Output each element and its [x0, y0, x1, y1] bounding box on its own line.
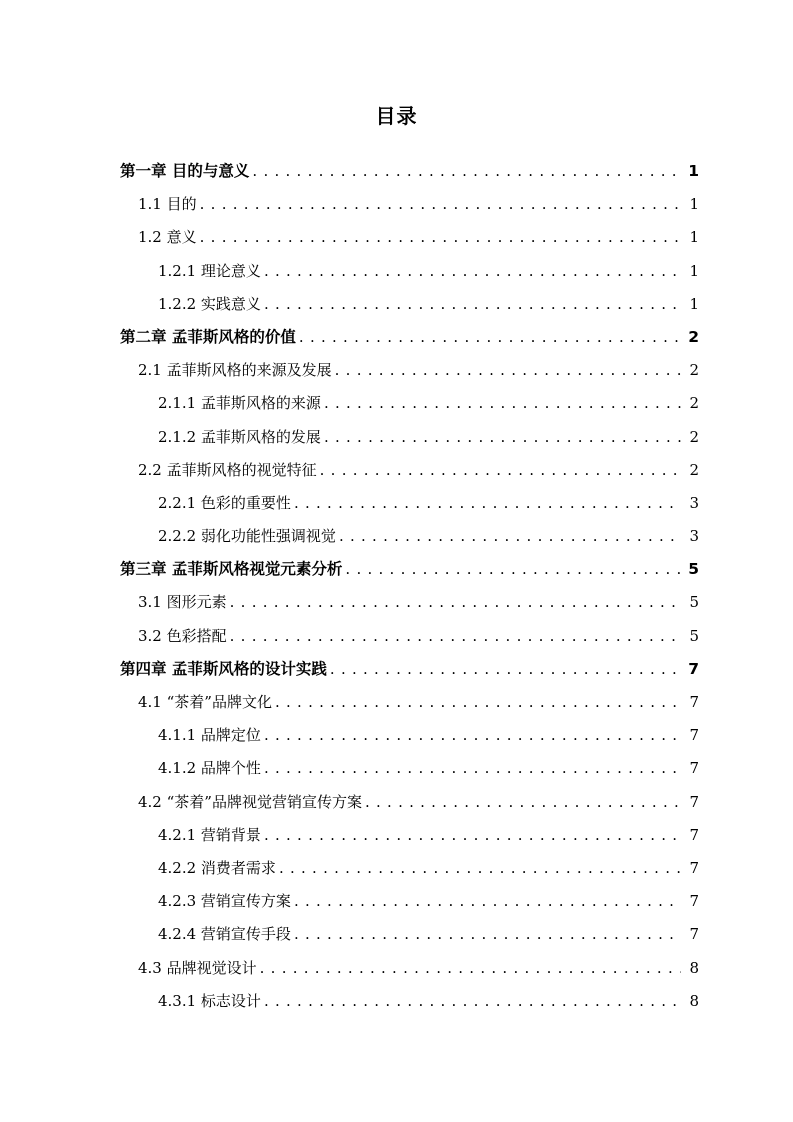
toc-dot-leader: [324, 425, 681, 450]
toc-entry-label: 1.2.1 理论意义: [158, 261, 261, 280]
toc-entry-label: 第四章 孟菲斯风格的设计实践: [120, 659, 327, 678]
toc-section-entry[interactable]: [0, 952, 793, 985]
toc-page-number: 1: [689, 261, 699, 280]
toc-page-number: 1: [688, 162, 699, 180]
toc-section-entry[interactable]: [0, 188, 793, 221]
toc-dot-leader: [330, 657, 681, 682]
toc-dot-leader: [339, 524, 681, 549]
toc-entry-label: 4.1.1 品牌定位: [158, 726, 261, 745]
toc-entry-label: 4.3 品牌视觉设计: [138, 958, 257, 977]
toc-entry-label: 2.2 孟菲斯风格的视觉特征: [138, 460, 317, 479]
toc-page-number: 1: [689, 228, 699, 247]
toc-entry-label: 2.2.2 弱化功能性强调视觉: [158, 527, 336, 546]
toc-title: 目录: [375, 104, 418, 128]
toc-page-number: 7: [689, 792, 699, 811]
toc-section-entry[interactable]: [0, 852, 793, 885]
toc-entry-label: 3.2 色彩搭配: [138, 626, 227, 645]
toc-page-number: 8: [689, 991, 699, 1010]
toc-dot-leader: [345, 557, 681, 582]
toc-dot-leader: [260, 956, 681, 981]
toc-entry-label: 2.1.2 孟菲斯风格的发展: [158, 427, 321, 446]
toc-entry-label: 2.1.1 孟菲斯风格的来源: [158, 394, 321, 413]
toc-entry-label: 第一章 目的与意义: [120, 162, 250, 180]
toc-dot-leader: [230, 624, 681, 649]
toc-entry-label: 4.1.2 品牌个性: [158, 759, 261, 778]
toc-entry-label: 4.2.2 消费者需求: [158, 858, 276, 877]
toc-dot-leader: [324, 391, 681, 416]
toc-entry-label: 2.1 孟菲斯风格的来源及发展: [138, 361, 332, 380]
toc-page-number: 2: [689, 427, 699, 446]
toc-dot-leader: [320, 458, 681, 483]
toc-chapter-entry[interactable]: [0, 653, 793, 686]
toc-entry-label: 1.2 意义: [138, 228, 197, 247]
toc-entry-label: 4.2 “茶着”品牌视觉营销宣传方案: [138, 792, 362, 811]
toc-section-entry[interactable]: [0, 752, 793, 785]
toc-dot-leader: [264, 723, 681, 748]
toc-dot-leader: [252, 159, 681, 184]
toc-dot-leader: [200, 192, 681, 217]
toc-chapter-entry[interactable]: [0, 321, 793, 354]
toc-chapter-entry[interactable]: [0, 155, 793, 188]
toc-entry-label: 4.2.3 营销宣传方案: [158, 892, 291, 911]
toc-page-number: 1: [689, 195, 699, 214]
toc-entry-label: 2.2.1 色彩的重要性: [158, 493, 291, 512]
toc-page-number: 5: [689, 626, 699, 645]
toc-dot-leader: [200, 225, 681, 250]
toc-dot-leader: [264, 989, 681, 1014]
toc-page-number: 7: [689, 858, 699, 877]
toc-entry-label: 4.3.1 标志设计: [158, 991, 261, 1010]
toc-section-entry[interactable]: [0, 487, 793, 520]
toc-dot-leader: [264, 823, 681, 848]
toc-section-entry[interactable]: [0, 354, 793, 387]
toc-entry-label: 第二章 孟菲斯风格的价值: [120, 327, 296, 346]
toc-page-number: 7: [688, 659, 699, 678]
toc-page-number: 1: [689, 294, 699, 313]
toc-entry-label: 4.2.1 营销背景: [158, 825, 261, 844]
toc-entry-label: 4.2.4 营销宣传手段: [158, 925, 291, 944]
toc-page-number: 7: [689, 825, 699, 844]
toc-page-number: 7: [689, 759, 699, 778]
toc-section-entry[interactable]: [0, 885, 793, 918]
toc-entry-label: 1.1 目的: [138, 195, 197, 214]
toc-chapter-entry[interactable]: [0, 553, 793, 586]
toc-dot-leader: [294, 491, 681, 516]
table-of-contents: [0, 155, 793, 1018]
toc-section-entry[interactable]: [0, 520, 793, 553]
toc-section-entry[interactable]: [0, 221, 793, 254]
toc-page-number: 3: [689, 527, 699, 546]
toc-page-number: 2: [689, 460, 699, 479]
toc-section-entry[interactable]: [0, 586, 793, 619]
toc-dot-leader: [365, 790, 681, 815]
toc-section-entry[interactable]: [0, 719, 793, 752]
toc-dot-leader: [264, 756, 681, 781]
toc-dot-leader: [264, 259, 681, 284]
toc-page-number: 7: [689, 726, 699, 745]
toc-page-number: 2: [689, 361, 699, 380]
toc-entry-label: 4.1 “茶着”品牌文化: [138, 693, 272, 711]
toc-dot-leader: [275, 690, 681, 715]
toc-dot-leader: [230, 590, 681, 615]
toc-entry-label: 3.1 图形元素: [138, 593, 227, 612]
toc-section-entry[interactable]: [0, 819, 793, 852]
toc-section-entry[interactable]: [0, 454, 793, 487]
toc-section-entry[interactable]: [0, 985, 793, 1018]
toc-page-number: 2: [689, 394, 699, 413]
toc-section-entry[interactable]: [0, 421, 793, 454]
toc-page-number: 7: [689, 925, 699, 944]
toc-section-entry[interactable]: [0, 620, 793, 653]
toc-page-number: 7: [689, 693, 699, 711]
toc-dot-leader: [335, 358, 681, 383]
toc-dot-leader: [294, 889, 681, 914]
toc-section-entry[interactable]: [0, 387, 793, 420]
toc-section-entry[interactable]: [0, 686, 793, 719]
toc-page-number: 5: [689, 593, 699, 612]
toc-dot-leader: [264, 292, 681, 317]
toc-page-number: 5: [688, 560, 699, 579]
toc-section-entry[interactable]: [0, 288, 793, 321]
toc-entry-label: 第三章 孟菲斯风格视觉元素分析: [120, 560, 343, 579]
toc-section-entry[interactable]: [0, 918, 793, 951]
toc-dot-leader: [294, 922, 681, 947]
toc-page-number: 7: [689, 892, 699, 911]
toc-page-number: 3: [689, 493, 699, 512]
toc-page-number: 8: [689, 958, 699, 977]
toc-dot-leader: [279, 856, 681, 881]
toc-section-entry[interactable]: [0, 786, 793, 819]
toc-entry-label: 1.2.2 实践意义: [158, 294, 261, 313]
toc-section-entry[interactable]: [0, 255, 793, 288]
toc-page-number: 2: [688, 327, 699, 346]
toc-dot-leader: [299, 325, 681, 350]
